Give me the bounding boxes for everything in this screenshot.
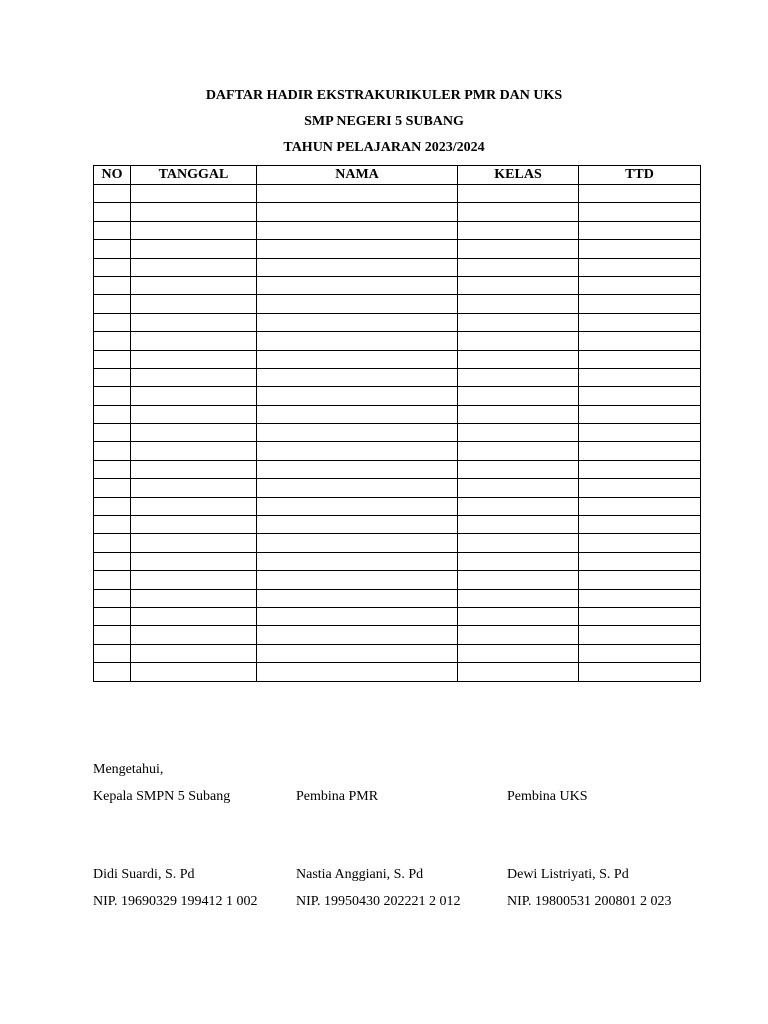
school-name: SMP NEGERI 5 SUBANG [304, 114, 464, 129]
cell-nama [257, 571, 458, 589]
table-row [94, 258, 701, 276]
cell-tanggal [131, 185, 257, 203]
academic-year: TAHUN PELAJARAN 2023/2024 [283, 140, 485, 155]
cell-no [94, 607, 131, 625]
cell-tanggal [131, 479, 257, 497]
cell-no [94, 203, 131, 221]
header-no: NO [94, 166, 131, 185]
cell-no [94, 332, 131, 350]
cell-ttd [579, 571, 701, 589]
cell-kelas [458, 405, 579, 423]
cell-ttd [579, 240, 701, 258]
cell-nama [257, 552, 458, 570]
table-row [94, 350, 701, 368]
table-row [94, 405, 701, 423]
cell-kelas [458, 534, 579, 552]
cell-nama [257, 185, 458, 203]
cell-nama [257, 350, 458, 368]
cell-nama [257, 295, 458, 313]
cell-tanggal [131, 571, 257, 589]
cell-ttd [579, 534, 701, 552]
cell-no [94, 644, 131, 662]
cell-ttd [579, 424, 701, 442]
cell-tanggal [131, 516, 257, 534]
cell-nama [257, 203, 458, 221]
pmr-advisor-nip: NIP. 19950430 202221 2 012 [296, 894, 461, 909]
table-row [94, 424, 701, 442]
cell-kelas [458, 571, 579, 589]
cell-kelas [458, 497, 579, 515]
uks-advisor-nip: NIP. 19800531 200801 2 023 [507, 894, 672, 909]
cell-tanggal [131, 221, 257, 239]
cell-nama [257, 405, 458, 423]
cell-ttd [579, 221, 701, 239]
cell-tanggal [131, 276, 257, 294]
table-row [94, 240, 701, 258]
cell-tanggal [131, 607, 257, 625]
cell-ttd [579, 607, 701, 625]
cell-nama [257, 644, 458, 662]
cell-ttd [579, 626, 701, 644]
cell-kelas [458, 663, 579, 681]
table-row [94, 203, 701, 221]
cell-no [94, 185, 131, 203]
table-header-row [94, 166, 701, 185]
cell-no [94, 368, 131, 386]
attendance-table [93, 165, 701, 682]
cell-tanggal [131, 295, 257, 313]
pmr-advisor-name: Nastia Anggiani, S. Pd [296, 867, 424, 882]
cell-nama [257, 479, 458, 497]
pmr-advisor-role: Pembina PMR [296, 789, 379, 804]
cell-nama [257, 240, 458, 258]
table-row [94, 387, 701, 405]
cell-no [94, 313, 131, 331]
cell-tanggal [131, 240, 257, 258]
cell-kelas [458, 424, 579, 442]
cell-kelas [458, 368, 579, 386]
principal-name: Didi Suardi, S. Pd [93, 867, 195, 882]
cell-kelas [458, 203, 579, 221]
table-row [94, 516, 701, 534]
cell-ttd [579, 497, 701, 515]
cell-kelas [458, 295, 579, 313]
cell-nama [257, 589, 458, 607]
cell-tanggal [131, 405, 257, 423]
cell-tanggal [131, 442, 257, 460]
cell-kelas [458, 460, 579, 478]
cell-ttd [579, 276, 701, 294]
cell-nama [257, 626, 458, 644]
table-body [94, 185, 701, 682]
cell-kelas [458, 552, 579, 570]
cell-ttd [579, 479, 701, 497]
table-row [94, 497, 701, 515]
document-title: DAFTAR HADIR EKSTRAKURIKULER PMR DAN UKS [205, 88, 563, 103]
cell-ttd [579, 405, 701, 423]
cell-kelas [458, 589, 579, 607]
cell-tanggal [131, 258, 257, 276]
cell-ttd [579, 387, 701, 405]
table-row [94, 332, 701, 350]
cell-tanggal [131, 368, 257, 386]
cell-nama [257, 534, 458, 552]
cell-tanggal [131, 497, 257, 515]
cell-no [94, 516, 131, 534]
cell-no [94, 589, 131, 607]
cell-ttd [579, 589, 701, 607]
table-row [94, 221, 701, 239]
cell-no [94, 534, 131, 552]
cell-tanggal [131, 460, 257, 478]
cell-nama [257, 516, 458, 534]
cell-no [94, 442, 131, 460]
cell-tanggal [131, 534, 257, 552]
cell-kelas [458, 387, 579, 405]
table-row [94, 626, 701, 644]
cell-kelas [458, 185, 579, 203]
header-tanggal: TANGGAL [131, 166, 257, 185]
table-row [94, 607, 701, 625]
table-row [94, 185, 701, 203]
cell-ttd [579, 295, 701, 313]
cell-ttd [579, 644, 701, 662]
cell-no [94, 405, 131, 423]
cell-ttd [579, 332, 701, 350]
cell-nama [257, 276, 458, 294]
cell-no [94, 479, 131, 497]
cell-kelas [458, 516, 579, 534]
cell-tanggal [131, 424, 257, 442]
cell-no [94, 497, 131, 515]
cell-nama [257, 368, 458, 386]
cell-no [94, 424, 131, 442]
cell-ttd [579, 350, 701, 368]
cell-no [94, 276, 131, 294]
cell-nama [257, 460, 458, 478]
cell-nama [257, 663, 458, 681]
cell-ttd [579, 368, 701, 386]
acknowledged-label: Mengetahui, [93, 762, 164, 777]
cell-nama [257, 258, 458, 276]
cell-tanggal [131, 644, 257, 662]
cell-kelas [458, 644, 579, 662]
cell-ttd [579, 258, 701, 276]
cell-no [94, 552, 131, 570]
table-row [94, 571, 701, 589]
cell-kelas [458, 479, 579, 497]
cell-kelas [458, 221, 579, 239]
cell-tanggal [131, 350, 257, 368]
cell-no [94, 387, 131, 405]
cell-ttd [579, 203, 701, 221]
cell-no [94, 295, 131, 313]
cell-nama [257, 424, 458, 442]
uks-advisor-role: Pembina UKS [507, 789, 588, 804]
cell-ttd [579, 663, 701, 681]
cell-no [94, 571, 131, 589]
table-row [94, 295, 701, 313]
table-row [94, 663, 701, 681]
cell-no [94, 460, 131, 478]
cell-tanggal [131, 387, 257, 405]
principal-role: Kepala SMPN 5 Subang [93, 789, 231, 804]
cell-nama [257, 313, 458, 331]
table-row [94, 313, 701, 331]
table-row [94, 552, 701, 570]
table-row [94, 368, 701, 386]
cell-nama [257, 497, 458, 515]
table-row [94, 644, 701, 662]
cell-kelas [458, 240, 579, 258]
cell-no [94, 626, 131, 644]
cell-ttd [579, 442, 701, 460]
cell-kelas [458, 258, 579, 276]
principal-nip: NIP. 19690329 199412 1 002 [93, 894, 258, 909]
cell-no [94, 240, 131, 258]
cell-tanggal [131, 313, 257, 331]
header-ttd: TTD [579, 166, 701, 185]
cell-tanggal [131, 626, 257, 644]
cell-kelas [458, 332, 579, 350]
uks-advisor-name: Dewi Listriyati, S. Pd [507, 867, 629, 882]
cell-no [94, 350, 131, 368]
cell-kelas [458, 276, 579, 294]
cell-no [94, 663, 131, 681]
cell-ttd [579, 516, 701, 534]
cell-kelas [458, 607, 579, 625]
cell-kelas [458, 313, 579, 331]
cell-nama [257, 387, 458, 405]
table-row [94, 276, 701, 294]
cell-ttd [579, 185, 701, 203]
cell-nama [257, 221, 458, 239]
header-kelas: KELAS [458, 166, 579, 185]
cell-nama [257, 442, 458, 460]
table-row [94, 442, 701, 460]
cell-tanggal [131, 589, 257, 607]
cell-tanggal [131, 552, 257, 570]
table-row [94, 460, 701, 478]
table-row [94, 589, 701, 607]
cell-no [94, 221, 131, 239]
table-row [94, 534, 701, 552]
cell-nama [257, 332, 458, 350]
cell-ttd [579, 552, 701, 570]
table-row [94, 479, 701, 497]
cell-kelas [458, 442, 579, 460]
cell-kelas [458, 350, 579, 368]
cell-ttd [579, 313, 701, 331]
cell-no [94, 258, 131, 276]
cell-kelas [458, 626, 579, 644]
cell-tanggal [131, 663, 257, 681]
cell-ttd [579, 460, 701, 478]
cell-nama [257, 607, 458, 625]
header-nama: NAMA [257, 166, 458, 185]
cell-tanggal [131, 332, 257, 350]
cell-tanggal [131, 203, 257, 221]
